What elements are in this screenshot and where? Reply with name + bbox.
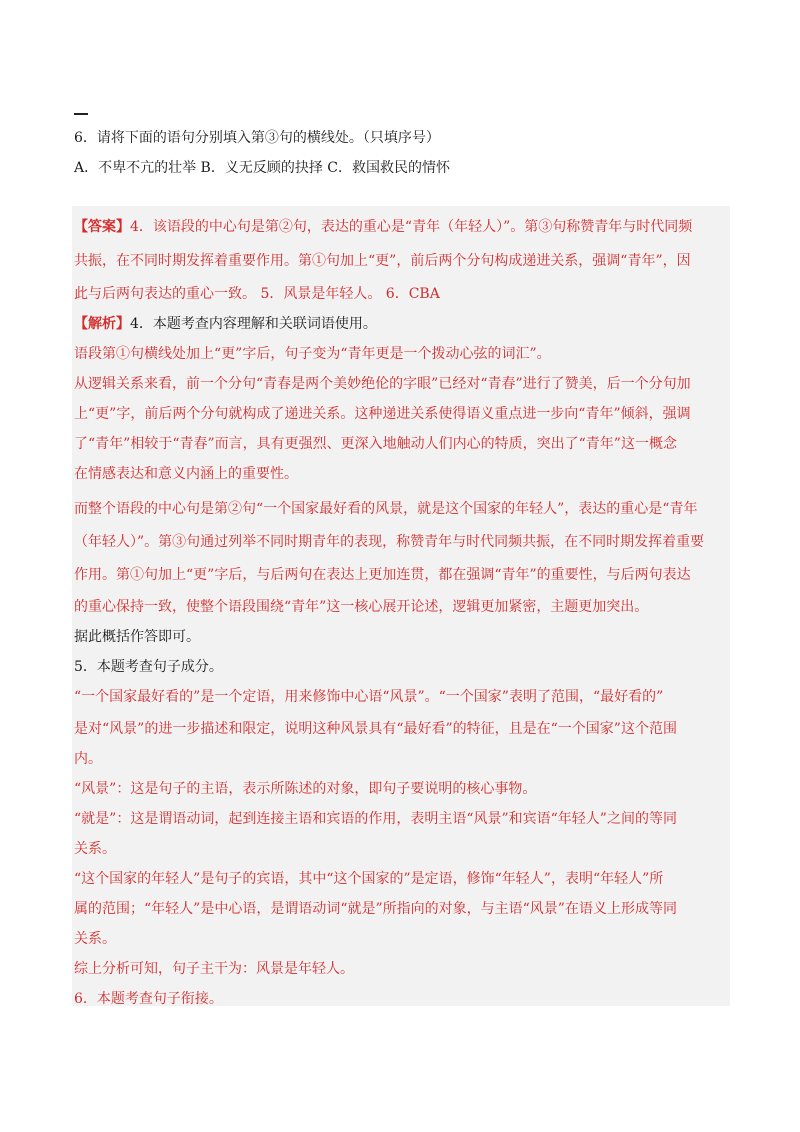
analysis-line: “这个国家的年轻人”是句子的宾语，其中“这个国家的”是定语，修饰“年轻人”，表明“年轻人”所 xyxy=(74,871,664,887)
analysis-line: 而整个语段的中心句是第②句“一个国家最好看的风景，就是这个国家的年轻人”，表达的重心是“青年 xyxy=(74,501,698,517)
analysis-line: 关系。 xyxy=(74,931,116,947)
answer-label: 【答案】 xyxy=(74,219,130,235)
answer-line-1: 【答案】4．该语段的中心句是第②句，表达的重心是“青年（年轻人）”。第③句称赞青年与时代同频 xyxy=(74,219,693,235)
analysis-line: （年轻人）”。第③句通过列举不同时期青年的表现，称赞青年与时代同频共振，在不同时期发挥着重要 xyxy=(74,534,705,550)
analysis-line: 内。 xyxy=(74,751,102,767)
analysis-line: 语段第①句横线处加上“更”字后，句子变为“青年更是一个拨动心弦的词汇”。 xyxy=(74,346,551,362)
analysis-line: “就是”：这是谓语动词，起到连接主语和宾语的作用，表明主语“风景”和宾语“年轻人”之间的等同 xyxy=(74,811,677,827)
analysis-line: 的重心保持一致，使整个语段围绕“青年”这一核心展开论述，逻辑更加紧密，主题更加突出。 xyxy=(74,599,649,615)
analysis-line: 据此概括作答即可。 xyxy=(74,629,200,645)
question-6-options: A．不卑不亢的壮举 B．义无反顾的抉择 C．救国救民的情怀 xyxy=(74,160,451,176)
analysis-line: 作用。第①句加上“更”字后，与后两句在表达上更加连贯，都在强调“青年”的重要性，与后两句表达 xyxy=(74,567,691,583)
analysis-label: 【解析】 xyxy=(74,316,130,332)
analysis-line: 上“更”字，前后两个分句就构成了递进关系。这种递进关系使得语义重点进一步向“青年”倾斜，强调 xyxy=(74,406,691,422)
analysis-line: 关系。 xyxy=(74,841,116,857)
question-6-prompt: 6．请将下面的语句分别填入第③句的横线处。（只填序号） xyxy=(74,130,440,146)
page-top-dash xyxy=(74,113,88,115)
analysis-line: 了“青年”相较于“青春”而言，具有更强烈、更深入地触动人们内心的特质，突出了“青年”这一概念 xyxy=(74,436,677,452)
answer-line-3: 此与后两句表达的重心一致。 5．风景是年轻人。 6．CBA xyxy=(74,286,440,302)
analysis-line: 5．本题考查句子成分。 xyxy=(74,659,223,675)
analysis-line: 综上分析可知，句子主干为：风景是年轻人。 xyxy=(74,961,354,977)
analysis-line: “风景”：这是句子的主语，表示所陈述的对象，即句子要说明的核心事物。 xyxy=(74,781,537,797)
analysis-line: 属的范围；“年轻人”是中心语，是谓语动词“就是”所指向的对象，与主语“风景”在语义上形成等同 xyxy=(74,901,677,917)
answer-line-2: 共振，在不同时期发挥着重要作用。第①句加上“更”，前后两个分句构成递进关系，强调“青年”，因 xyxy=(74,253,691,269)
analysis-line: 是对“风景”的进一步描述和限定，说明这种风景具有“最好看”的特征，且是在“一个国家”这个范围 xyxy=(74,721,677,737)
analysis-line: 6．本题考查句子衔接。 xyxy=(74,991,223,1007)
analysis-line-1: 【解析】4．本题考查内容理解和关联词语使用。 xyxy=(74,316,377,332)
analysis-line: “一个国家最好看的”是一个定语，用来修饰中心语“风景”。“一个国家”表明了范围，“最好看的” xyxy=(74,689,664,705)
analysis-line: 在情感表达和意义内涵上的重要性。 xyxy=(74,466,298,482)
analysis-line: 从逻辑关系来看，前一个分句“青春是两个美妙绝伦的字眼”已经对“青春”进行了赞美，后一个分句加 xyxy=(74,376,691,392)
